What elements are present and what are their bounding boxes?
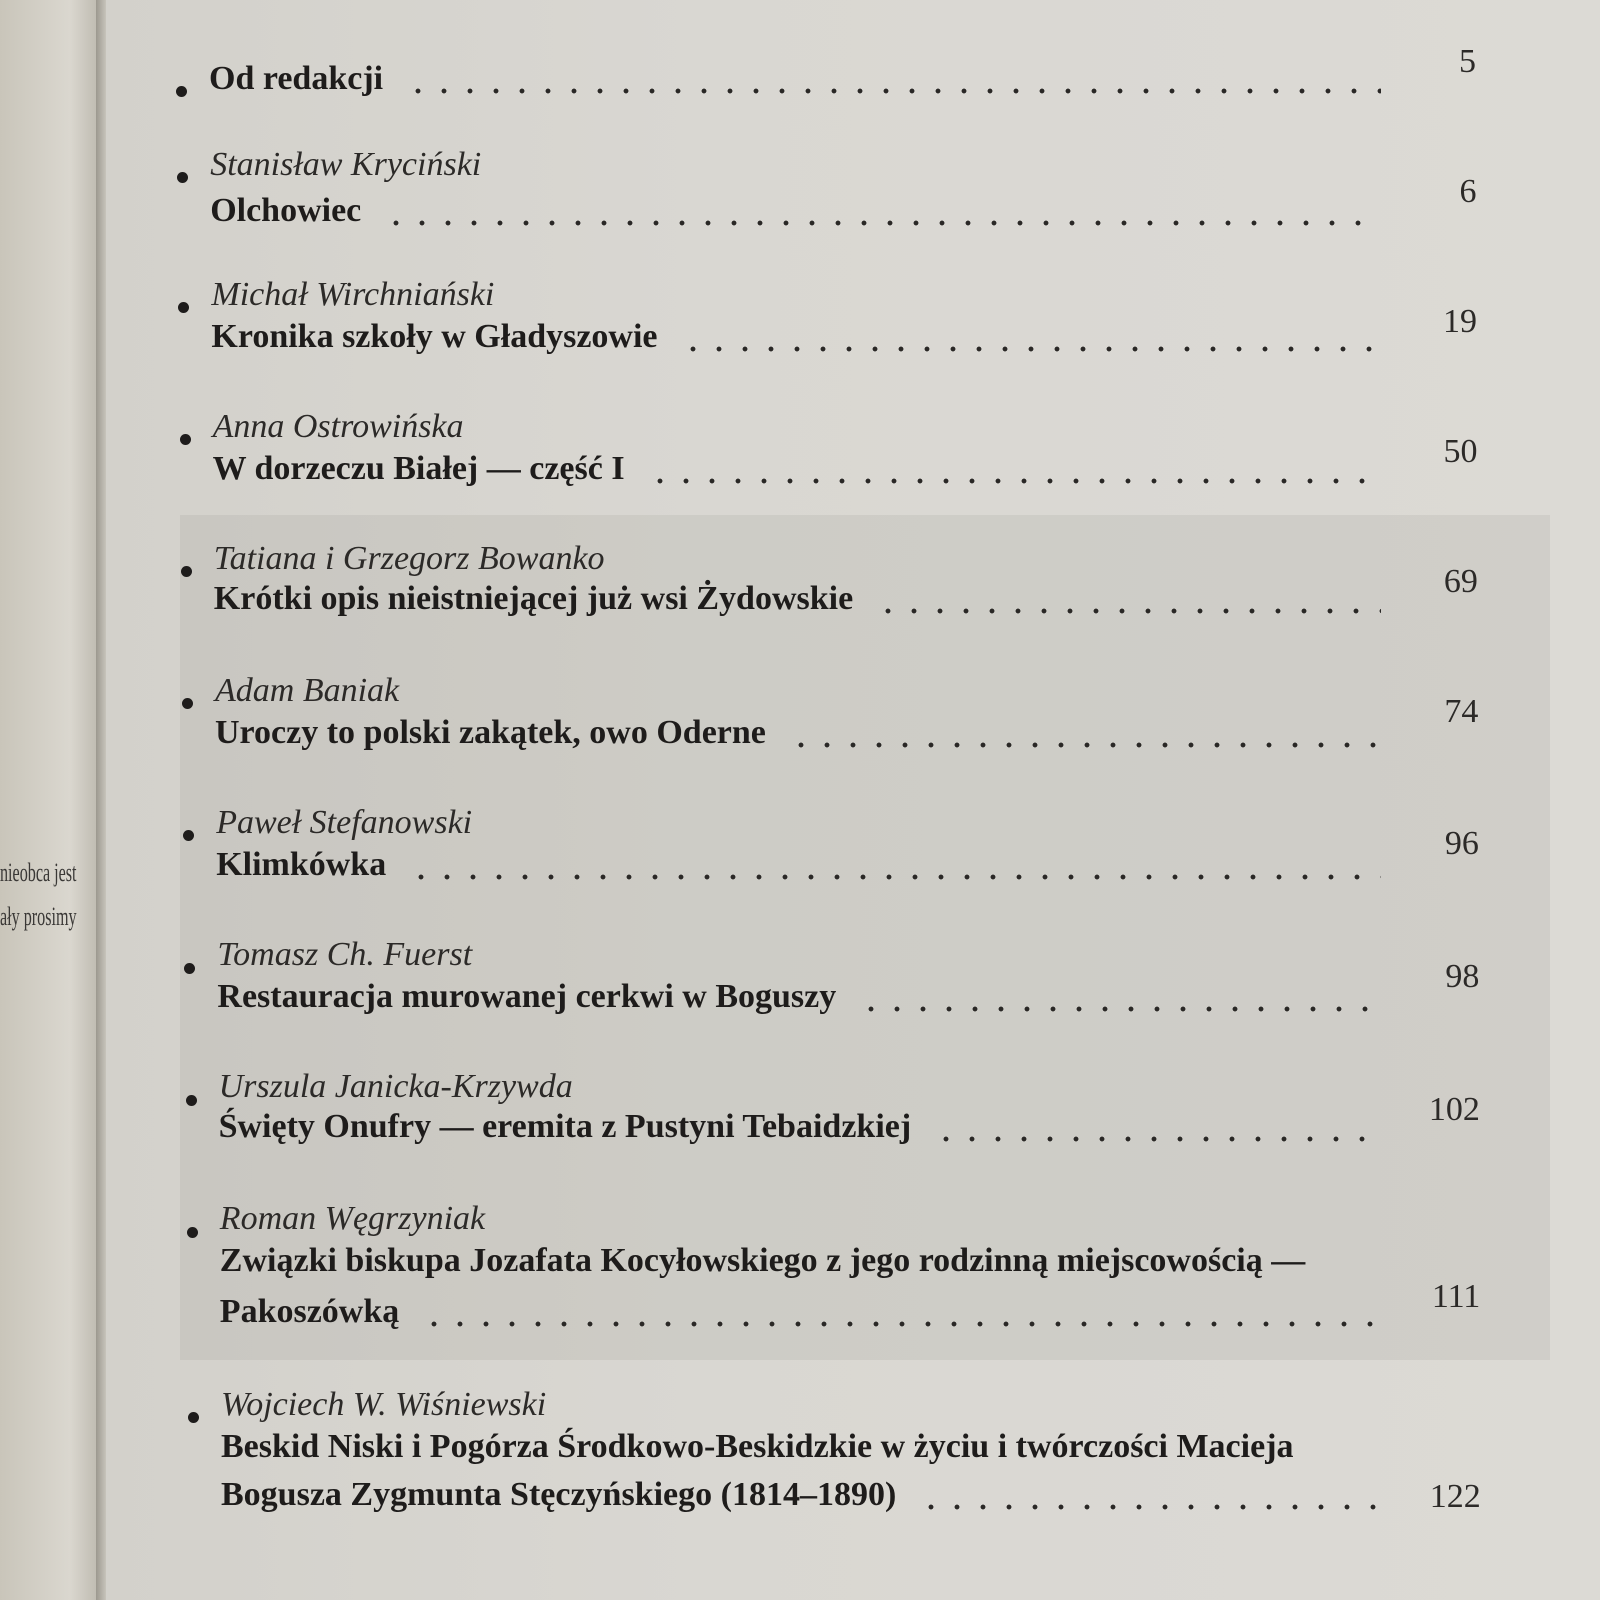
- toc-author: Michał Wirchniański: [211, 276, 495, 313]
- toc-title[interactable]: Bogusza Zygmunta Stęczyńskiego (1814–1890): [221, 1476, 897, 1513]
- toc-author: Anna Ostrowińska: [212, 408, 464, 445]
- toc-page-number[interactable]: 96: [1444, 825, 1479, 862]
- toc-title[interactable]: Kronika szkoły w Gładyszowie: [211, 318, 658, 355]
- leader-dots: [933, 1110, 1381, 1144]
- toc-page-number[interactable]: 111: [1431, 1278, 1481, 1315]
- table-of-contents-page: [106, 0, 1600, 1600]
- toc-author: Adam Baniak: [215, 672, 400, 709]
- book-gutter: [96, 0, 106, 1600]
- toc-author: Tomasz Ch. Fuerst: [217, 936, 473, 973]
- toc-title[interactable]: Klimkówka: [216, 846, 387, 883]
- toc-page-number[interactable]: 19: [1442, 303, 1477, 340]
- bullet-icon: [188, 1412, 199, 1423]
- bullet-icon: [187, 1227, 198, 1238]
- toc-page-number[interactable]: 5: [1459, 43, 1476, 80]
- toc-title[interactable]: W dorzeczu Białej — część I: [212, 450, 625, 487]
- toc-author: Urszula Janicka-Krzywda: [218, 1068, 573, 1105]
- toc-author: Roman Węgrzyniak: [219, 1200, 486, 1237]
- toc-author: Stanisław Kryciński: [210, 146, 482, 183]
- facing-page-fragment: nieobca jest: [0, 858, 77, 887]
- leader-dots: [647, 452, 1381, 486]
- toc-page-number[interactable]: 69: [1443, 563, 1478, 600]
- bullet-icon: [180, 434, 191, 445]
- toc-title[interactable]: Pakoszówką: [219, 1293, 400, 1330]
- toc-author: Paweł Stefanowski: [216, 804, 473, 841]
- toc-page-number[interactable]: 98: [1445, 958, 1480, 995]
- leader-dots: [680, 320, 1381, 354]
- toc-title[interactable]: Uroczy to polski zakątek, owo Oderne: [215, 714, 766, 751]
- leader-dots: [875, 582, 1381, 616]
- leader-dots: [788, 716, 1381, 750]
- toc-title[interactable]: Restauracja murowanej cerkwi w Boguszy: [217, 978, 837, 1015]
- toc-title[interactable]: Krótki opis nieistniejącej już wsi Żydowskie: [213, 580, 854, 617]
- toc-page-number[interactable]: 102: [1428, 1091, 1480, 1128]
- bullet-icon: [178, 302, 189, 313]
- bullet-icon: [181, 566, 192, 577]
- toc-title[interactable]: Od redakcji: [209, 60, 384, 97]
- toc-title[interactable]: Olchowiec: [210, 192, 362, 229]
- toc-title[interactable]: Beskid Niski i Pogórza Środkowo-Beskidzkie w życiu i twórczości Macieja: [221, 1428, 1294, 1465]
- facing-page-fragment: ały prosimy: [0, 902, 77, 931]
- toc-page-number[interactable]: 50: [1443, 433, 1478, 470]
- toc-title[interactable]: Związki biskupa Jozafata Kocyłowskiego z jego rodzinną miejscowością —: [219, 1242, 1306, 1279]
- toc-author: Wojciech W. Wiśniewski: [221, 1386, 547, 1423]
- bullet-icon: [186, 1095, 197, 1106]
- toc-page-number[interactable]: 122: [1429, 1478, 1481, 1515]
- toc-author: Tatiana i Grzegorz Bowanko: [213, 540, 605, 577]
- leader-dots: [918, 1478, 1381, 1512]
- toc-page-number[interactable]: 74: [1444, 693, 1479, 730]
- leader-dots: [383, 194, 1381, 228]
- leader-dots: [858, 980, 1381, 1014]
- leader-dots: [408, 848, 1381, 882]
- leader-dots: [421, 1295, 1381, 1329]
- bullet-icon: [177, 172, 188, 183]
- facing-page: [0, 0, 100, 1600]
- toc-title[interactable]: Święty Onufry — eremita z Pustyni Tebaidzkiej: [218, 1108, 912, 1145]
- leader-dots: [405, 62, 1381, 96]
- toc-page-number[interactable]: 6: [1459, 173, 1477, 210]
- bullet-icon: [182, 698, 193, 709]
- bullet-icon: [176, 86, 187, 97]
